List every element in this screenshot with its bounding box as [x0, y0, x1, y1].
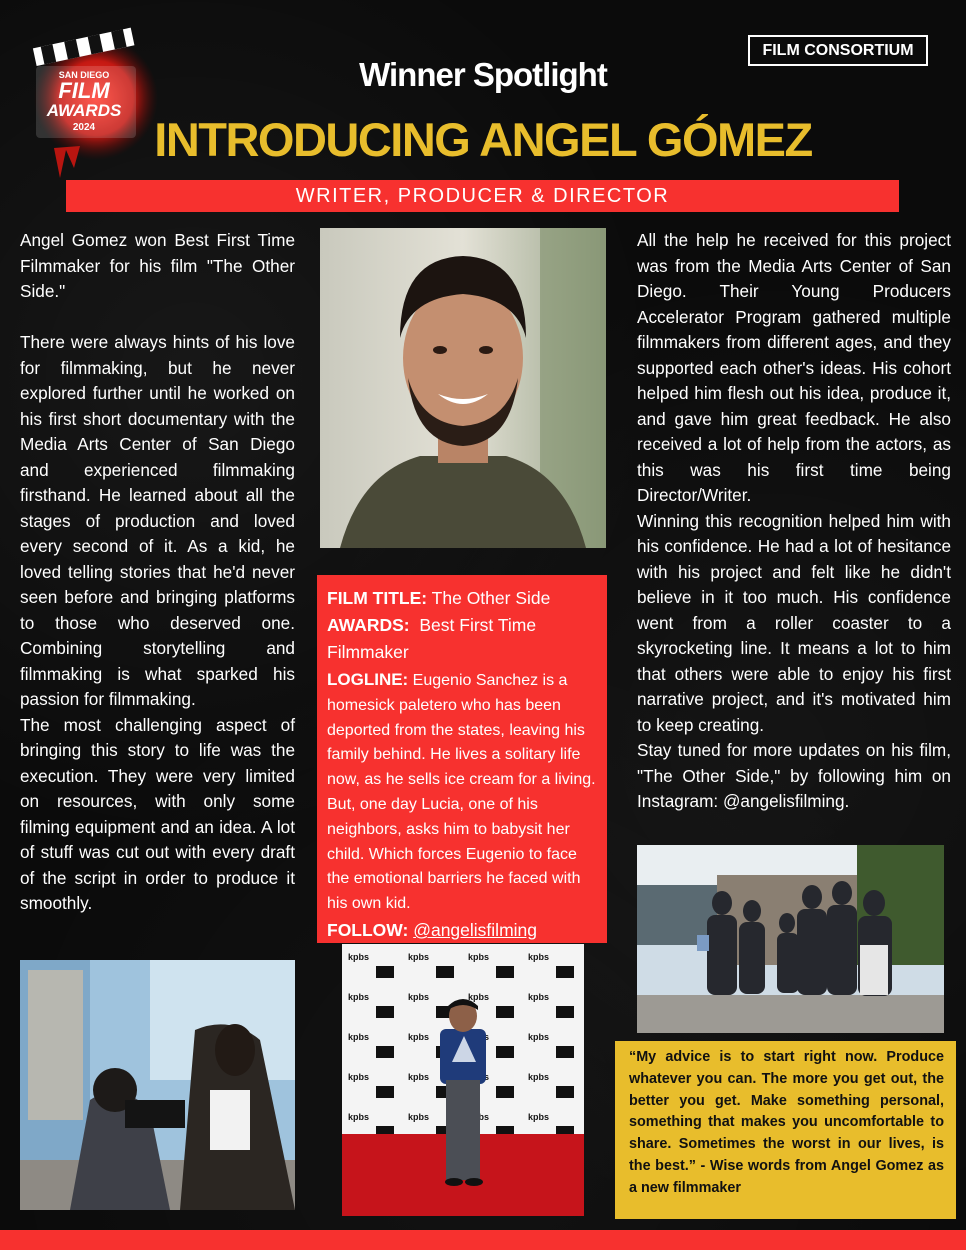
paragraph: Stay tuned for more updates on his film, "The Other Side," by following him on Instagram: @angelisfilming.: [637, 740, 951, 811]
instagram-link[interactable]: @angelisfilming: [413, 919, 537, 940]
section-title: Winner Spotlight: [359, 56, 607, 93]
group-photo: [637, 845, 944, 1033]
film-title-value: The Other Side: [431, 588, 551, 608]
on-set-filming-photo: [20, 960, 295, 1210]
logline: [327, 668, 599, 917]
film-consortium-badge: FILM CONSORTIUM: [748, 35, 928, 66]
paragraph: All the help he received for this project was from the Media Arts Center of San Diego. Their Young Producers Accelerator Program gathered multiple filmmakers from different ages, and they supported each other's ideas. His cohort helped him flesh out his idea, produce it, and gave him great feedback. He also received a lot of help from the actors, as this was his first time being Director/Writer.: [637, 230, 951, 505]
awards-line: [327, 612, 599, 666]
awards-label: AWARDS:: [327, 615, 410, 635]
svg-text:2024: 2024: [72, 122, 96, 133]
portrait-photo: [320, 228, 606, 548]
svg-text:AWARDS: AWARDS: [46, 101, 122, 120]
awards-value: Best First Time Filmmaker: [327, 615, 537, 662]
svg-text:FILM: FILM: [58, 78, 110, 103]
paragraph: There were always hints of his love for filmmaking, but he never explored further until he worked on his first short documentary with the Media Arts Center of San Diego and experienced filmmaking firsthand. He learned about all the stages of production and loved every second of it. As a kid, he loved telling stories that he'd never seen before and bringing platforms to those who deserved one. Combining storytelling and filmmaking is what sparked his passion for filmmaking.: [20, 332, 295, 709]
bottom-accent-bar: [0, 1230, 966, 1250]
follow-line: [327, 917, 599, 944]
right-article-column: [637, 228, 951, 815]
follow-label: FOLLOW:: [327, 919, 409, 940]
page-headline: INTRODUCING ANGEL GÓMEZ: [154, 113, 812, 166]
film-title-line: [327, 585, 599, 612]
logline-label: LOGLINE:: [327, 670, 409, 689]
svg-text:SAN DIEGO: SAN DIEGO: [58, 70, 110, 80]
left-article-column: [20, 228, 295, 917]
film-title-label: FILM TITLE:: [327, 588, 428, 608]
paragraph: The most challenging aspect of bringing this story to life was the execution. They were very limited on resources, with only some filming equipment and an idea. A lot of stuff was cut out with every draft of the script in order to produce it smoothly.: [20, 714, 295, 913]
advice-quote-box: “My advice is to start right now. Produce whatever you can. The more you get out, the better you get. Make something personal, something that makes you uncomfortable to share. Sometimes the worst in our lives, is the best.” - Wise words from Angel Gomez as a new filmmaker: [615, 1041, 956, 1219]
paragraph: Angel Gomez won Best First Time Filmmaker for his film "The Other Side.": [20, 230, 295, 301]
paragraph: Winning this recognition helped him with his confidence. He had a lot of hesitance with his project and felt like he didn't believe in it too much. His confidence went from a roller coaster to a skyrocketing line. It means a lot to him that others were able to enjoy his first narrative project, and it's motivated him to keep creating.: [637, 510, 951, 735]
role-banner: WRITER, PRODUCER & DIRECTOR: [66, 180, 899, 212]
film-info-box: [317, 575, 607, 943]
logline-text: Eugenio Sanchez is a homesick paletero who has been deported from the states, leaving his family behind. He lives a solitary life now, as he sells ice cream for a living. But, one day Lucia, one of his neighbors, asks him to babysit her child. Which forces Eugenio to face the emotional barriers he faced with his own kid.: [327, 672, 596, 913]
red-carpet-award-photo: [342, 944, 584, 1216]
